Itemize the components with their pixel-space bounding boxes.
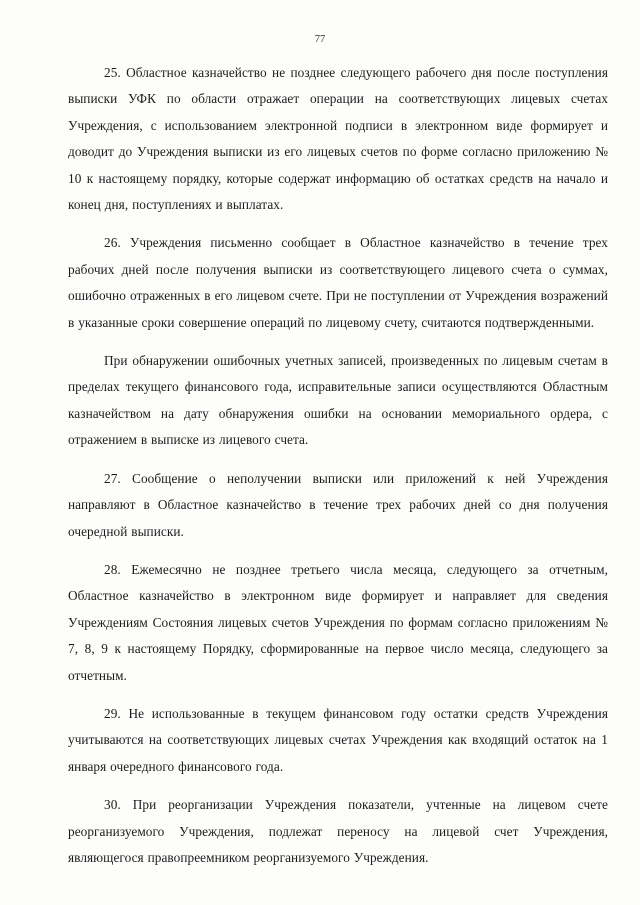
document-body <box>68 60 608 883</box>
page-number: 77 <box>314 34 326 45</box>
paragraph-26: 26. Учреждения письменно сообщает в Областное казначейство в течение трех рабочих дней после получения выписки из соответствующего лицевого счета о суммах, ошибочно отраженных в его лицевом счете. При не поступлении от Учреждения возражений в указанные сроки совершение операций по лицевому счету, считаются подтвержденными. <box>68 235 608 330</box>
paragraph-29: 29. Не использованные в текущем финансовом году остатки средств Учреждения учитываются на соответствующих лицевых счетах Учреждения как входящий остаток на 1 января очередного финансового года. <box>68 705 608 774</box>
paragraph-25: 25. Областное казначейство не позднее следующего рабочего дня после поступления выписки УФК по области отражает операции на соответствующих лицевых счетах Учреждения, с использованием электронной подписи в электронном виде формирует и доводит до Учреждения выписки из его лицевых счетов по форме согласно приложению № 10 к настоящему порядку, которые содержат информацию об остатках средств на начало и конец дня, поступлениях и выплатах. <box>68 65 608 213</box>
paragraph-28: 28. Ежемесячно не позднее третьего числа месяца, следующего за отчетным, Областное казначейство в электронном виде формирует и направляет для сведения Учреждениям Состояния лицевых счетов Учреждения по формам согласно приложениям № 7, 8, 9 к настоящему Порядку, сформированные на первое число месяца, следующего за отчетным. <box>68 561 608 683</box>
paragraph-27: 27. Сообщение о неполучении выписки или приложений к ней Учреждения направляют в Областное казначейство в течение трех рабочих дней со дня получения очередной выписки. <box>68 470 608 539</box>
paragraph-26-correction: При обнаружении ошибочных учетных записей, произведенных по лицевым счетам в пределах текущего финансового года, исправительные записи осуществляются Областным казначейством на дату обнаружения ошибки на основании мемориального ордера, с отражением в выписке из лицевого счета. <box>68 353 608 448</box>
paragraph-30: 30. При реорганизации Учреждения показатели, учтенные на лицевом счете реорганизуемого Учреждения, подлежат переносу на лицевой счет Учреждения, являющегося правопреемником реорганизуемого Учреждения. <box>68 797 608 865</box>
